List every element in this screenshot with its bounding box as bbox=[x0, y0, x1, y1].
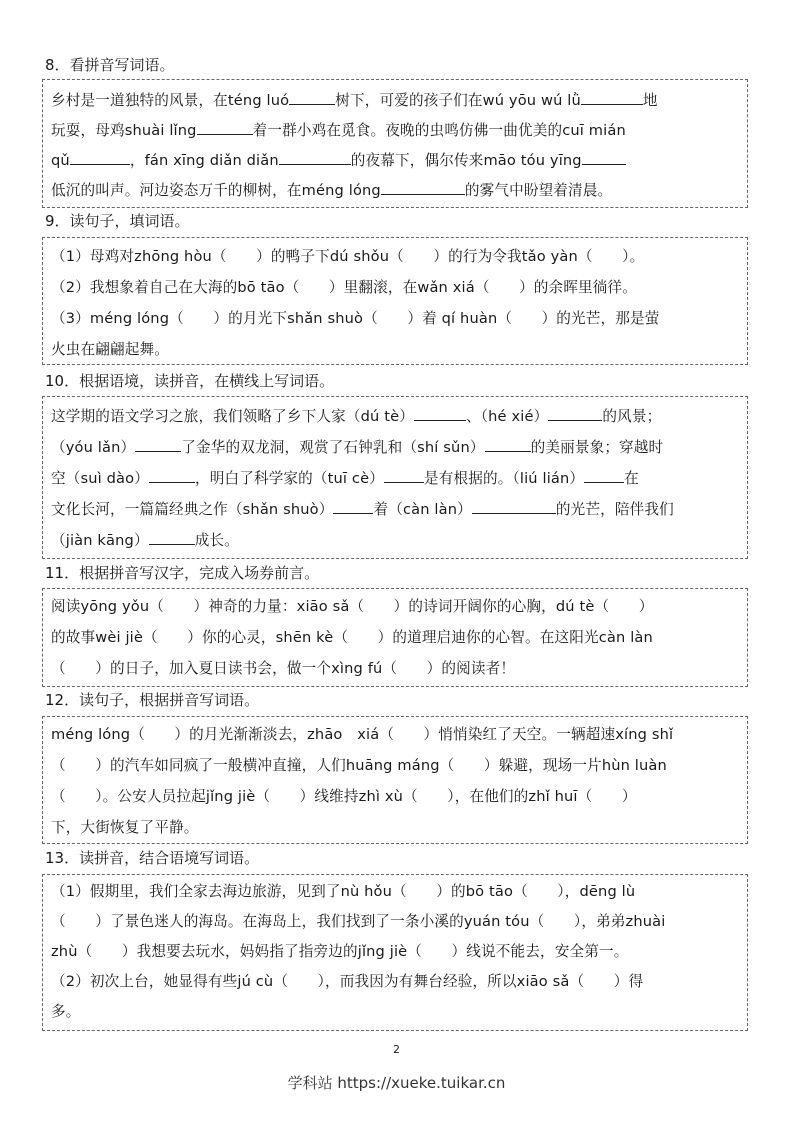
text-line bbox=[51, 622, 739, 653]
line-text: 在 bbox=[624, 470, 639, 487]
section-title: 13．读拼音，结合语境写词语。 bbox=[45, 849, 260, 867]
line-text: 树下，可爱的孩子们在wú yōu wú lǜ bbox=[335, 92, 581, 109]
text-line bbox=[51, 967, 739, 997]
line-text: （3）méng lóng（ ）的月光下shǎn shuò（ ）着 qí huàn（ ）的光芒，那是萤 bbox=[51, 310, 660, 327]
text-line bbox=[51, 86, 739, 116]
line-text: 的雾气中盼望着清晨。 bbox=[464, 182, 613, 199]
exercise-box bbox=[42, 79, 748, 208]
text-line bbox=[51, 176, 739, 206]
text-line bbox=[51, 303, 739, 334]
answer-blank[interactable] bbox=[197, 120, 253, 135]
line-text: 了金华的双龙洞，观赏了石钟乳和（shí sǔn） bbox=[181, 439, 485, 456]
text-line bbox=[51, 241, 739, 272]
exercise-box bbox=[42, 874, 748, 1031]
text-line bbox=[51, 525, 739, 556]
line-text: méng lóng（ ）的月光渐渐淡去，zhāo xiá（ ）悄悄染红了天空。一辆超速xíng shǐ bbox=[51, 726, 674, 743]
line-text: 是有根据的。（liú lián） bbox=[423, 470, 585, 487]
answer-blank[interactable] bbox=[333, 499, 373, 514]
line-text: （1）母鸡对zhōng hòu（ ）的鸭子下dú shǒu（ ）的行为令我tǎo yàn（ ）。 bbox=[51, 248, 645, 265]
text-line bbox=[51, 591, 739, 622]
section-title: 9．读句子，填词语。 bbox=[45, 212, 190, 230]
answer-blank[interactable] bbox=[289, 90, 335, 105]
answer-blank[interactable] bbox=[70, 150, 130, 165]
line-text: zhù（ ）我想要去玩水，妈妈指了指旁边的jǐng jiè（ ）线说不能去，安全第一。 bbox=[51, 943, 629, 960]
section-title: 11．根据拼音写汉字，完成入场券前言。 bbox=[45, 564, 320, 582]
line-text: 着（càn làn） bbox=[373, 501, 472, 518]
line-text: （jiàn kāng） bbox=[51, 532, 149, 549]
text-line bbox=[51, 463, 739, 494]
text-line bbox=[51, 877, 739, 907]
line-text: （yóu lǎn） bbox=[51, 439, 136, 456]
text-line bbox=[51, 907, 739, 937]
text-line bbox=[51, 997, 739, 1027]
line-text: 的光芒，陪伴我们 bbox=[555, 501, 674, 518]
page-number: 2 bbox=[393, 1043, 400, 1056]
line-text: 低沉的叫声。河边姿态万千的柳树，在méng lóng bbox=[51, 182, 381, 199]
line-text: 成长。 bbox=[194, 532, 239, 549]
line-text: 乡村是一道独特的风景，在téng luó bbox=[51, 92, 290, 109]
line-text: 玩耍，母鸡shuài lǐng bbox=[51, 122, 197, 139]
line-text: 文化长河，一篇篇经典之作（shǎn shuò） bbox=[51, 501, 334, 518]
text-line bbox=[51, 432, 739, 463]
line-text: （2）我想象着自己在大海的bō tāo（ ）里翻滚，在wǎn xiá（ ）的余晖里徜徉。 bbox=[51, 279, 638, 296]
exercise-box bbox=[42, 588, 748, 687]
text-line bbox=[51, 937, 739, 967]
exercise-box bbox=[42, 237, 748, 365]
line-text: （ ）的汽车如同疯了一般横冲直撞，人们huāng máng（ ）躲避，现场一片hùn luàn bbox=[51, 757, 667, 774]
line-text: ，明白了科学家的（tuī cè） bbox=[194, 470, 384, 487]
line-text: （2）初次上台，她显得有些jú cù（ ），而我因为有舞台经验，所以xiāo sǎ（ ）得 bbox=[51, 973, 644, 990]
text-line bbox=[51, 272, 739, 303]
text-line bbox=[51, 653, 739, 684]
text-line bbox=[51, 401, 739, 432]
text-line bbox=[51, 719, 739, 750]
line-text: 着一群小鸡在觅食。夜晚的虫鸣仿佛一曲优美的cuī mián bbox=[252, 122, 626, 139]
exercise-box bbox=[42, 716, 748, 844]
answer-blank[interactable] bbox=[582, 150, 626, 165]
answer-blank[interactable] bbox=[381, 180, 465, 195]
line-text: （ ）的日子，加入夏日读书会，做一个xìng fú（ ）的阅读者！ bbox=[51, 660, 516, 677]
line-text: ，fán xīng diǎn diǎn bbox=[129, 152, 279, 169]
answer-blank[interactable] bbox=[485, 437, 531, 452]
line-text: 的美丽景象；穿越时 bbox=[530, 439, 664, 456]
line-text: 地 bbox=[642, 92, 658, 109]
line-text: 空（suì dào） bbox=[51, 470, 149, 487]
answer-blank[interactable] bbox=[279, 150, 351, 165]
text-line bbox=[51, 146, 739, 176]
line-text: 的风景； bbox=[602, 408, 662, 425]
line-text: 、（hé xié） bbox=[465, 408, 549, 425]
answer-blank[interactable] bbox=[581, 90, 643, 105]
text-line bbox=[51, 781, 739, 812]
line-text: （ ）了景色迷人的海岛。在海岛上，我们找到了一条小溪的yuán tóu（ ），弟弟zhuài bbox=[51, 913, 666, 930]
line-text: 的夜幕下，偶尔传来māo tóu yīng bbox=[350, 152, 582, 169]
text-line bbox=[51, 494, 739, 525]
answer-blank[interactable] bbox=[472, 499, 556, 514]
answer-blank[interactable] bbox=[135, 437, 181, 452]
text-line bbox=[51, 116, 739, 146]
footer-watermark: 学科站 https://xueke.tuikar.cn bbox=[287, 1074, 506, 1092]
text-line bbox=[51, 334, 739, 365]
line-text: 下，大街恢复了平静。 bbox=[51, 819, 199, 836]
answer-blank[interactable] bbox=[584, 468, 624, 483]
line-text: 多。 bbox=[51, 1003, 81, 1020]
section-title: 8．看拼音写词语。 bbox=[45, 56, 175, 74]
section-title: 12．读句子，根据拼音写词语。 bbox=[45, 691, 260, 709]
exercise-box bbox=[42, 396, 748, 559]
line-text: 阅读yōng yǒu（ ）神奇的力量：xiāo sǎ（ ）的诗词开阔你的心胸，dú tè（ ） bbox=[51, 598, 654, 615]
answer-blank[interactable] bbox=[149, 530, 195, 545]
answer-blank[interactable] bbox=[548, 406, 602, 421]
answer-blank[interactable] bbox=[414, 406, 466, 421]
line-text: （1）假期里，我们全家去海边旅游，见到了nù hǒu（ ）的bō tāo（ ），dēng lù bbox=[51, 883, 636, 900]
section-title: 10．根据语境，读拼音，在横线上写词语。 bbox=[45, 372, 335, 390]
line-text: 的故事wèi jiè（ ）你的心灵，shēn kè（ ）的道理启迪你的心智。在这阳光càn làn bbox=[51, 629, 653, 646]
line-text: 火虫在翩翩起舞。 bbox=[51, 341, 169, 358]
line-text: 这学期的语文学习之旅，我们领略了乡下人家（dú tè） bbox=[51, 408, 414, 425]
text-line bbox=[51, 750, 739, 781]
answer-blank[interactable] bbox=[384, 468, 424, 483]
text-line bbox=[51, 812, 739, 843]
line-text: qǔ bbox=[51, 152, 70, 169]
line-text: （ ）。公安人员拉起jǐng jiè（ ）线维持zhì xù（ ），在他们的zhǐ huī（ ） bbox=[51, 788, 637, 805]
answer-blank[interactable] bbox=[149, 468, 195, 483]
